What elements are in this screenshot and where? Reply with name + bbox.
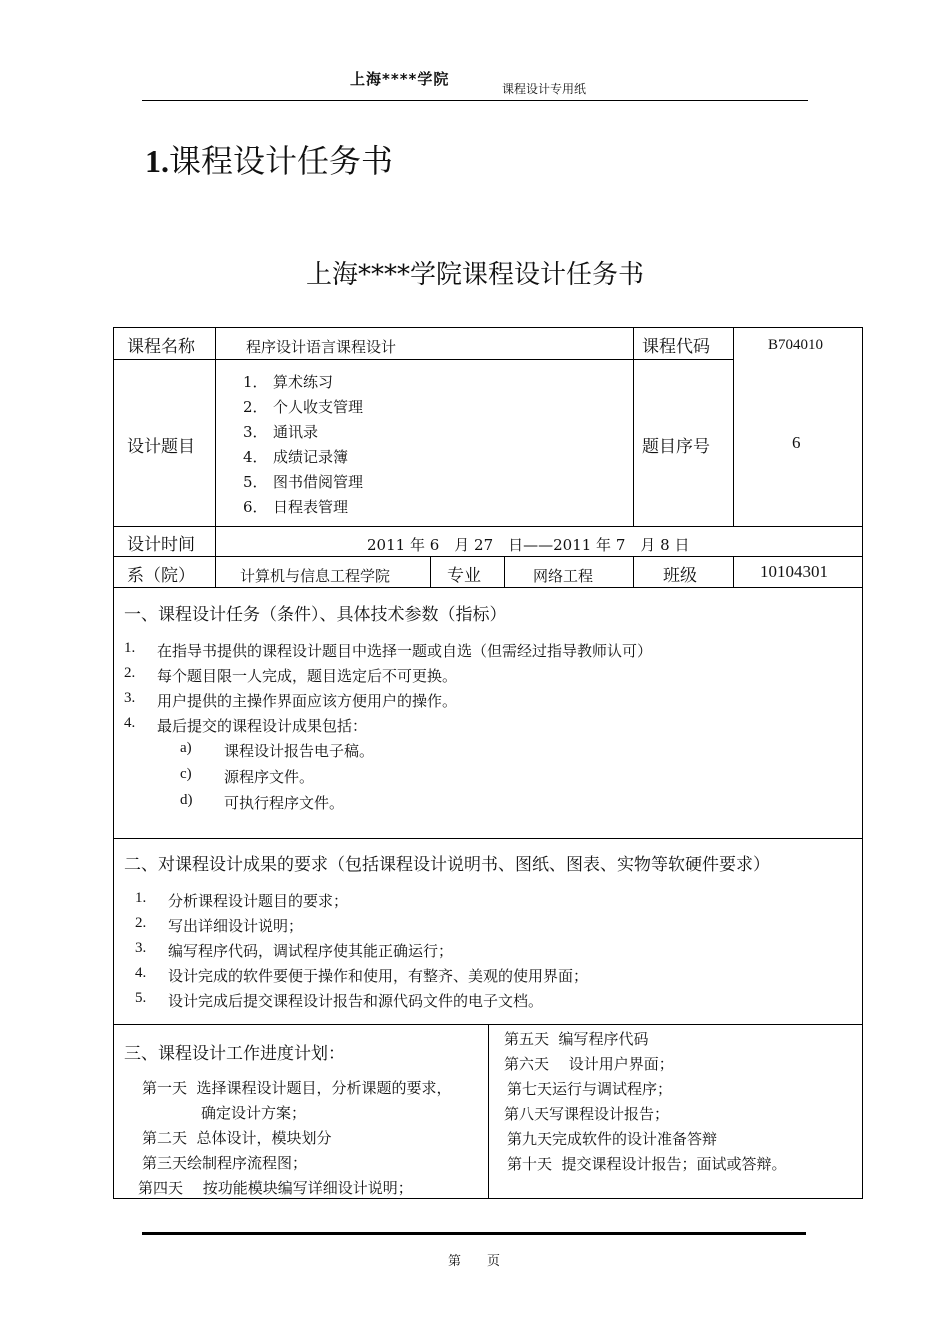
requirement-item-number: 4. [135,965,147,981]
task-item: 用户提供的主操作界面应该方便用户的操作。 [157,692,458,710]
task-item-number: 1. [124,640,136,656]
time-value: 2011 年 6 月 27 日——2011 年 7 月 8 日 [367,536,690,554]
requirement-item: 分析课程设计题目的要求； [168,892,349,910]
requirement-item: 编写程序代码，调试程序使其能正确运行； [168,942,454,960]
task-item: 每个题目限一人完成，题目选定后不可更换。 [157,667,458,685]
requirement-item: 写出详细设计说明； [168,917,304,935]
task-subitem-label: c) [180,766,192,782]
requirement-item: 设计完成的软件要便于操作和使用，有整齐、美观的使用界面； [168,967,589,985]
task-subitem: 源程序文件。 [224,768,315,786]
course-code-value: B704010 [768,337,824,353]
schedule-item: 第六天 设计用户界面； [504,1055,674,1073]
requirement-item: 设计完成后提交课程设计报告和源代码文件的电子文档。 [168,992,544,1010]
major-value: 网络工程 [533,567,594,585]
task-item: 在指导书提供的课程设计题目中选择一题或自选（但需经过指导教师认可） [157,642,653,660]
document-title: 上海****学院课程设计任务书 [305,260,644,290]
task-subitem-label: d) [180,792,193,808]
requirement-item-number: 2. [135,915,147,931]
task-section-title: 一、课程设计任务（条件）、具体技术参数（指标） [124,605,507,625]
topic-label: 设计题目 [127,437,195,457]
schedule-item: 第一天 选择课程设计题目，分析课题的要求， [142,1079,452,1097]
task-subitem-label: a) [180,740,192,756]
task-item-number: 3. [124,690,136,706]
topic-number: 5． [243,473,268,491]
requirement-item-number: 1. [135,890,147,906]
schedule-item: 确定设计方案； [201,1104,307,1122]
topic-item: 通讯录 [273,423,319,441]
topic-item: 日程表管理 [273,498,349,516]
task-item: 最后提交的课程设计成果包括： [157,717,368,735]
class-value: 10104301 [760,562,828,581]
schedule-item: 第二天 总体设计，模块划分 [142,1129,332,1147]
topic-item: 图书借阅管理 [273,473,364,491]
task-item-number: 4. [124,715,136,731]
dept-value: 计算机与信息工程学院 [240,567,391,585]
task-subitem: 可执行程序文件。 [224,794,345,812]
schedule-item: 第四天 按功能模块编写详细设计说明； [138,1179,413,1197]
topic-number: 4． [243,448,268,466]
time-label: 设计时间 [127,535,195,555]
header-rule [142,100,808,101]
topic-number: 1． [243,373,268,391]
topic-item: 算术练习 [273,373,334,391]
requirement-item-number: 5. [135,990,147,1006]
task-item-number: 2. [124,665,136,681]
header-subtitle: 课程设计专用纸 [502,82,587,96]
schedule-item: 第十天 提交课程设计报告；面试或答辩。 [507,1155,787,1173]
section-title: 课程设计任务书 [169,142,394,180]
topic-item: 个人收支管理 [273,398,364,416]
course-name-value: 程序设计语言课程设计 [246,338,397,356]
topic-item: 成绩记录簿 [273,448,349,466]
section-heading [145,136,393,182]
requirement-section-title: 二、对课程设计成果的要求（包括课程设计说明书、图纸、图表、实物等软硬件要求） [124,855,770,875]
course-name-label: 课程名称 [127,337,195,357]
task-subitem: 课程设计报告电子稿。 [224,742,375,760]
schedule-title: 三、课程设计工作进度计划： [124,1044,345,1064]
topic-number: 2． [243,398,268,416]
page-number: 第 页 [448,1254,501,1269]
topic-number: 6． [243,498,268,516]
topic-no-value: 6 [792,433,801,452]
schedule-item: 第九天完成软件的设计准备答辩 [507,1130,718,1148]
section-number: 1. [145,143,169,179]
schedule-item: 第八天写课程设计报告； [504,1105,670,1123]
course-code-label: 课程代码 [642,337,710,357]
schedule-item: 第三天绘制程序流程图； [142,1154,308,1172]
schedule-item: 第五天 编写程序代码 [504,1030,649,1048]
header-school-name: 上海****学院 [350,70,450,88]
dept-label: 系（院） [127,566,195,586]
topic-number: 3． [243,423,268,441]
schedule-item: 第七天运行与调试程序； [507,1080,673,1098]
topic-no-label: 题目序号 [642,437,710,457]
class-label: 班级 [663,566,697,586]
major-label: 专业 [447,566,481,586]
requirement-item-number: 3. [135,940,147,956]
footer-rule [142,1232,806,1235]
